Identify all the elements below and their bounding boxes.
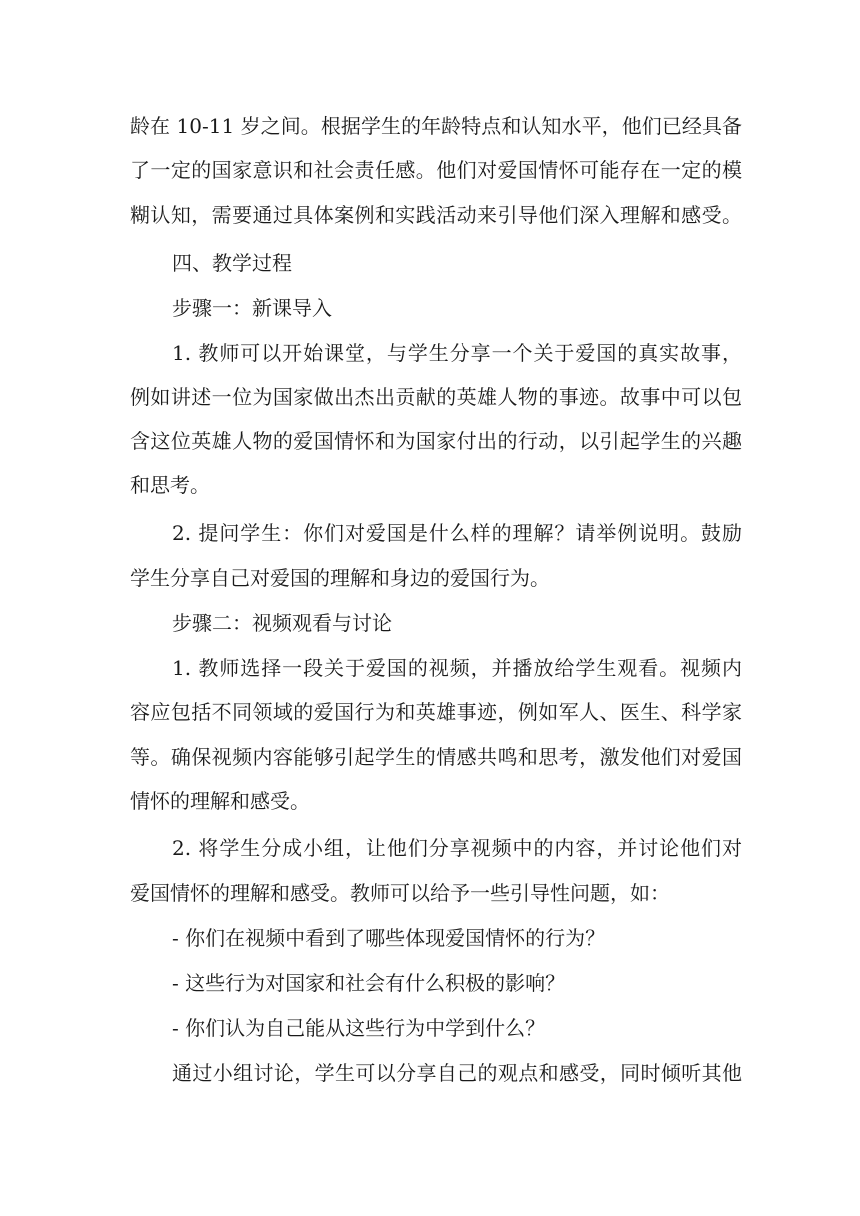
text-line-8: 含这位英雄人物的爱国情怀和为国家付出的行动，以引起学生的兴趣 [130,429,742,453]
text-line-1: 龄在 10-11 岁之间。根据学生的年龄特点和认知水平，他们已经具备 [130,114,742,138]
text-line-2: 了一定的国家意识和社会责任感。他们对爱国情怀可能存在一定的模 [130,158,742,182]
section-heading: 四、教学过程 [172,251,292,275]
text-line-10: 2. 提问学生：你们对爱国是什么样的理解？请举例说明。鼓励 [172,521,742,545]
text-line-11: 学生分享自己对爱国的理解和身边的爱国行为。 [130,566,550,590]
bullet-item-3: - 你们认为自己能从这些行为中学到什么？ [172,1016,546,1040]
text-line-17: 2. 将学生分成小组，让他们分享视频中的内容，并讨论他们对 [172,836,742,860]
text-line-6: 1. 教师可以开始课堂，与学生分享一个关于爱国的真实故事， [172,341,742,365]
step-heading-2: 步骤二：视频观看与讨论 [172,611,392,635]
text-line-3: 糊认知，需要通过具体案例和实践活动来引导他们深入理解和感受。 [130,203,742,227]
text-line-18: 爱国情怀的理解和感受。教师可以给予一些引导性问题，如： [130,881,670,905]
bullet-item-2: - 这些行为对国家和社会有什么积极的影响？ [172,971,566,995]
text-line-7: 例如讲述一位为国家做出杰出贡献的英雄人物的事迹。故事中可以包 [130,385,742,409]
text-line-15: 等。确保视频内容能够引起学生的情感共鸣和思考，激发他们对爱国 [130,745,742,769]
text-line-14: 容应包括不同领域的爱国行为和英雄事迹，例如军人、医生、科学家 [130,700,742,724]
text-line-13: 1. 教师选择一段关于爱国的视频，并播放给学生观看。视频内 [172,656,742,680]
text-line-9: 和思考。 [130,473,210,497]
text-line-22: 通过小组讨论，学生可以分享自己的观点和感受，同时倾听其他 [172,1061,742,1085]
bullet-item-1: - 你们在视频中看到了哪些体现爱国情怀的行为？ [172,926,606,950]
step-heading-1: 步骤一：新课导入 [172,296,332,320]
text-line-16: 情怀的理解和感受。 [130,789,310,813]
